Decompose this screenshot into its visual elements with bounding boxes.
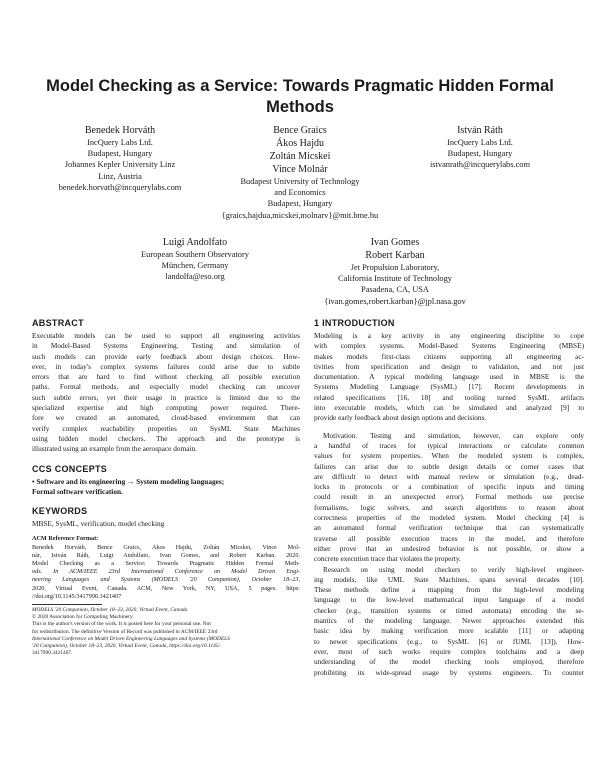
abstract-line: fore we created an automated, cloud-based environment that can <box>32 413 300 423</box>
abstract-line: specialized expertise and high computing power required. There- <box>32 403 300 413</box>
author-jpl-group <box>295 236 495 307</box>
reference-line: Benedek Horváth, Bence Graics, Ákos Hajdu, Zoltán Micskei, Vince Mol- <box>32 543 300 551</box>
intro-line: understanding of the model checking tools employed, therefore <box>314 657 584 667</box>
footnote-line: 3417990.3421407. <box>32 650 73 657</box>
intro-paragraph-2 <box>314 431 584 565</box>
intro-line: values for system properties. When the modeled system is complex, <box>314 451 584 461</box>
intro-line: either prove that an undesired behavior is not possible, or show a <box>314 543 584 553</box>
abstract-line: using hidden model checkers. The approach and the prototype is <box>32 433 300 443</box>
intro-line: traverse all possible execution traces in the model, and therefore <box>314 533 584 543</box>
author-name: István Ráth <box>457 125 503 136</box>
reference-line: 2020, Virtual Event, Canada. ACM, New York, NY, USA, 5 pages. https: <box>32 584 300 592</box>
author-affiliation: Budapest, Hungary <box>447 149 513 159</box>
intro-line: related specifications [16, 18] and tooling turned SysML artifacts <box>314 392 584 402</box>
author-affiliation: Linz, Austria <box>98 171 142 181</box>
author-name: Bence Graics <box>273 125 327 136</box>
intro-line: locks in protocols or a combination of specific inputs and timing <box>314 482 584 492</box>
intro-line: Motivation. Testing and simulation, however, can explore only <box>323 430 584 440</box>
author-affiliation: European Southern Observatory <box>141 250 249 259</box>
intro-line: These methods define a mapping from the high-level modeling <box>314 585 584 595</box>
intro-paragraph-3 <box>314 565 584 678</box>
intro-line: mantics of the modeling language. Newer approaches extended this <box>314 616 584 626</box>
intro-line: ing models, like UML State Machines, spans several decades [10]. <box>314 574 584 584</box>
footnote-line: for redistribution. The definitive Version of Record was published in ACM/IEEE 23rd <box>32 628 218 635</box>
author-affiliation: and Economics <box>274 188 326 198</box>
author-email: {ivan.gomes,robert.karban}@jpl.nasa.gov <box>324 296 466 306</box>
author-affiliation: Jet Propulsion Laboratory, <box>350 263 440 272</box>
author-email: istvanrath@incquerylabs.com <box>429 160 531 170</box>
intro-line: to newer specifications (e.g., to SysML [6] or fUML [13]). How- <box>314 636 584 646</box>
intro-line: provide early feedback about design options and decisions. <box>314 413 487 423</box>
title-line-2: Methods <box>266 98 334 116</box>
abstract-line: such subtle errors, yet their usage in practice is limited due to the <box>32 392 300 402</box>
intro-line: makes models first-class citizens supporting all engineering ac- <box>314 351 584 361</box>
paper-title <box>30 76 570 118</box>
intro-line: correctness properties of the modeled system. Model checking [4] is <box>314 513 584 523</box>
footnote-line: © 2020 Association for Computing Machinery. <box>32 614 134 621</box>
reference-line: neering Languages and Systems (MODELS '20 Companion), October 18–23, <box>32 576 300 584</box>
author-affiliation: California Institute of Technology <box>338 274 452 284</box>
author-email: landolfa@eso.org <box>165 272 225 282</box>
author-email: {graics,hajdua,micskei,molnarv}@mit.bme.hu <box>221 210 379 220</box>
right-column <box>314 317 584 678</box>
intro-line: into executable models, which can be simulated and analyzed [9] to <box>314 403 584 413</box>
abstract-line: ever, in today's complex systems failures could arise due to subtle <box>32 361 300 371</box>
intro-line: documentation. A typical modeling language used in MBSE is the <box>314 372 584 382</box>
author-affiliation: Johannes Kepler University Linz <box>64 160 176 170</box>
abstract-heading: ABSTRACT <box>32 318 84 328</box>
intro-line: an automated formal verification technique that can systematically <box>314 523 584 533</box>
author-affiliation: München, Germany <box>161 261 229 271</box>
intro-line: checker (e.g., transition systems or timed automata) encoding the se- <box>314 605 584 615</box>
footnote-line: MODELS '20 Companion, October 18–23, 2020, Virtual Event, Canada <box>32 607 188 614</box>
ccs-line: Formal software verification. <box>32 486 123 496</box>
intro-line: ever, most of such works require complex toolchains and a deep <box>314 646 584 656</box>
keywords-text <box>32 519 300 529</box>
intro-line: Research on using model checkers to verify high-level engineer- <box>323 564 584 574</box>
author-name: Robert Karban <box>365 250 425 261</box>
author-affiliation: IncQuery Labs Ltd. <box>87 138 153 147</box>
author-name: Ákos Hajdu <box>275 138 325 149</box>
footnote-line: '20 Companion), October 18–23, 2020, Virtual Event, Canada, https://doi.org/10.1145/ <box>32 643 221 650</box>
reference-line: nár, István Ráth, Luigi Andolfato, Ivan Gomes, and Robert Karban. 2020. <box>32 551 300 559</box>
author-rath <box>400 124 560 171</box>
abstract-line: in Model-Based Systems Engineering. Testing and simulation of <box>32 341 300 351</box>
author-email: benedek.horvath@incquerylabs.com <box>58 182 182 192</box>
intro-line: basic idea by making verification more scalable [11] or adapting <box>314 626 584 636</box>
abstract-line: errors that are hard to find without checking all possible execution <box>32 372 300 382</box>
paragraph-gap <box>314 424 584 431</box>
keywords-heading: KEYWORDS <box>32 506 88 517</box>
intro-line: with complex systems. Model-Based Systems Engineering (MBSE) <box>314 341 584 351</box>
intro-line: a handful of traces for typical interactions or calculate common <box>314 440 584 450</box>
author-affiliation: Budapest, Hungary <box>267 199 333 209</box>
author-name: Vince Molnár <box>272 164 328 175</box>
footnote-line: This is the author's version of the work. It is posted here for your personal use. Not <box>32 621 211 628</box>
footnote-divider <box>32 604 102 605</box>
left-column <box>32 317 300 658</box>
abstract-line: illustrated using an example from the aerospace domain. <box>32 444 197 454</box>
reference-line: //doi.org/10.1145/3417990.3421407 <box>32 592 122 600</box>
intro-line: formalisms, logic solvers, and search algorithms to reason about <box>314 502 584 512</box>
intro-line: Modeling is a key activity in any engineering discipline to cope <box>314 331 584 340</box>
abstract-line: Executable models can be used to support all engineering activities <box>32 331 300 340</box>
intro-paragraph-1 <box>314 331 584 424</box>
reference-line: ods. In ACM/IEEE 23rd International Conference on Model Driven Engi- <box>32 568 300 576</box>
author-name: Benedek Horváth <box>84 125 156 136</box>
author-name: Ivan Gomes <box>370 237 420 248</box>
author-bme-group <box>205 124 395 221</box>
reference-line: Model Checking as a Service: Towards Pragmatic Hidden Formal Meth- <box>32 560 300 568</box>
abstract-line: such models can provide early feedback about design choices. How- <box>32 351 300 361</box>
intro-line: failures can arise due to subtle design details or corner cases that <box>314 461 584 471</box>
intro-line: prohibiting its wide-spread usage by systems engineers. To counter <box>314 667 584 677</box>
ccs-text <box>32 477 300 498</box>
footnote-line: International Conference on Model Driven Engineering Languages and Systems (MODELS <box>32 635 230 642</box>
author-affiliation: IncQuery Labs Ltd. <box>447 138 513 147</box>
author-andolfato <box>110 236 280 283</box>
intro-line: are difficult to detect with manual review or simulation (e.g., dead- <box>314 471 584 481</box>
author-affiliation: Pasadena, CA, USA <box>361 285 429 295</box>
abstract-line: verify complex reachability properties on SysML State Machines <box>32 423 300 433</box>
title-line-1: Model Checking as a Service: Towards Pragmatic Hidden Formal <box>46 77 554 95</box>
author-affiliation: Budapest, Hungary <box>87 149 153 159</box>
ccs-heading: CCS CONCEPTS <box>32 463 108 474</box>
reference-heading: ACM Reference Format: <box>32 535 99 543</box>
footnote <box>32 607 300 657</box>
reference-text <box>32 544 300 601</box>
intro-line: tivities from specification and design to validation, and not just <box>314 361 584 371</box>
author-name: Luigi Andolfato <box>162 237 228 248</box>
author-affiliation: Budapest University of Technology <box>240 177 360 186</box>
intro-line: concrete execution trace that violates the property. <box>314 554 461 564</box>
ccs-line: • Software and its engineering → System modeling languages; <box>32 476 225 486</box>
author-name: Zoltán Micskei <box>269 151 331 162</box>
author-horvath <box>40 124 200 193</box>
keywords-line: MBSE, SysML, verification, model checking <box>32 519 165 529</box>
intro-heading: 1 INTRODUCTION <box>314 318 395 328</box>
intro-line: could result in an unexpected error). Formal methods use precise <box>314 492 584 502</box>
abstract-text <box>32 331 300 455</box>
intro-line: Systems Modeling Language (SysML) [17]. Recent developments in <box>314 382 584 392</box>
abstract-line: paths. Formal methods, and especially model checking can uncover <box>32 382 300 392</box>
intro-line: language to the low-level mathematical input language of a model <box>314 595 584 605</box>
